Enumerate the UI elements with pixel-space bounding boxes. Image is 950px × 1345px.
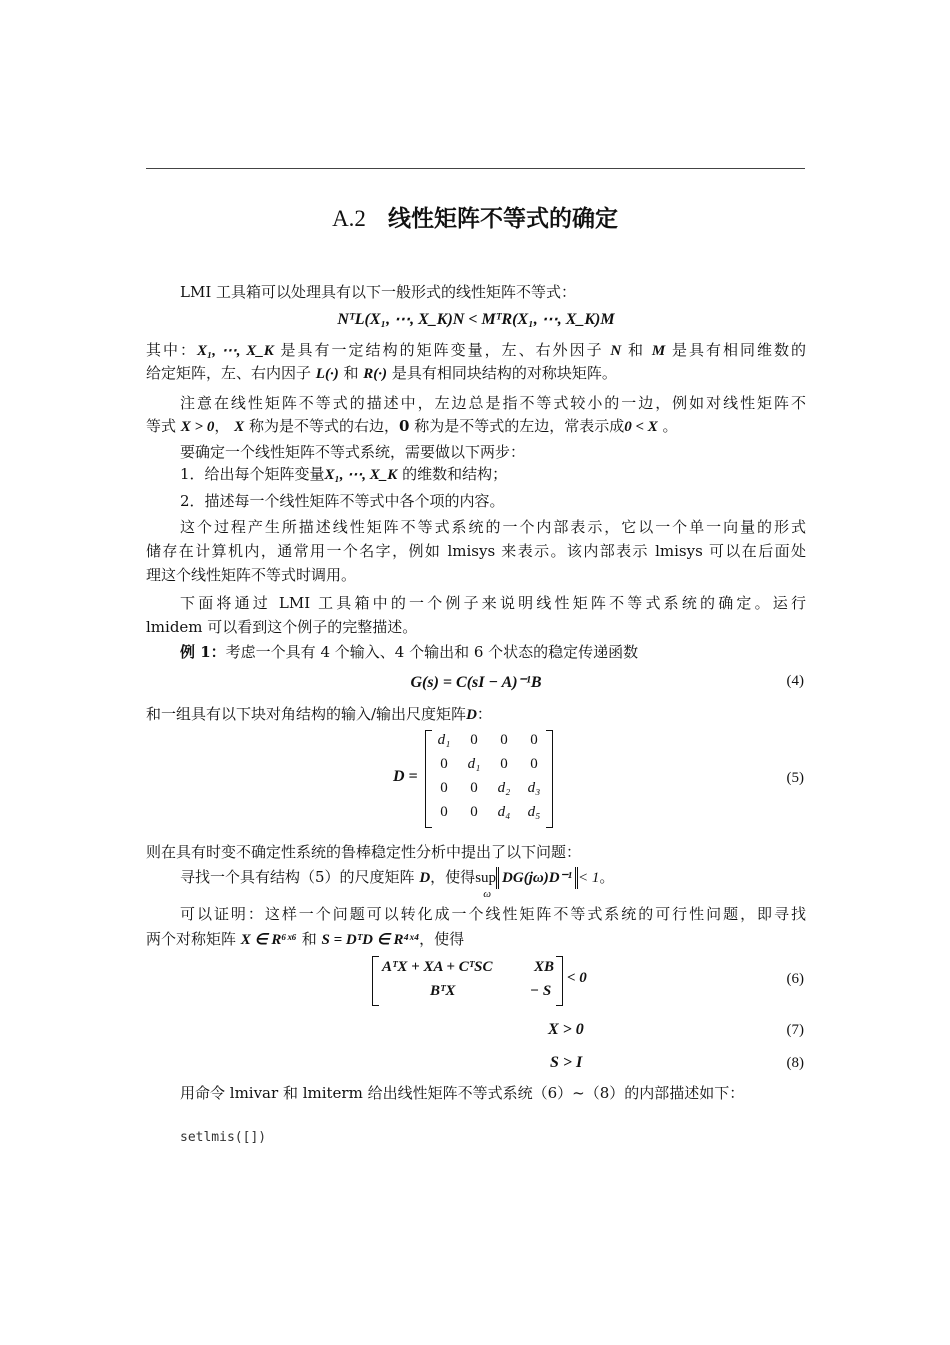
equation-4-number: (4) (786, 673, 804, 689)
norm-expression: DG(jω)D⁻¹ (496, 867, 578, 889)
paragraph-process: 这个过程产生所描述线性矩阵不等式系统的一个内部表示，它以一个单一向量的形式 (180, 518, 806, 536)
section-title (0, 200, 950, 233)
eq6-rhs: < 0 (567, 970, 587, 986)
paragraph-commands: 用命令 lmivar 和 lmiterm 给出线性矩阵不等式系统（6）~（8）的内部描述如下： (180, 1084, 745, 1102)
step-1: 1．给出每个矩阵变量X₁, ⋯, X_K 的维数和结构； (180, 465, 508, 483)
equation-7-number: (7) (786, 1022, 804, 1038)
matrix-6-left-bracket (372, 956, 379, 1006)
example-1: 例 1：考虑一个具有 4 个输入、4 个输出和 6 个状态的稳定传递函数 (180, 643, 639, 661)
equation-7: X > 0 (548, 1021, 584, 1038)
matrix-cell: d₄ (497, 804, 511, 820)
paragraph-example-intro: 下面将通过 LMI 工具箱中的一个例子来说明线性矩阵不等式系统的确定。运行 (180, 594, 806, 612)
code-snippet: setlmis([]) (180, 1130, 267, 1145)
eq6-r1c1: AᵀX + XA + CᵀSC (382, 959, 493, 975)
paragraph-proof: 可以证明：这样一个问题可以转化成一个线性矩阵不等式系统的可行性问题，即寻找 (180, 905, 806, 923)
paragraph-problem: 则在具有时变不确定性系统的鲁棒稳定性分析中提出了以下问题： (146, 843, 582, 861)
eq6-r1c2: XB (534, 959, 555, 975)
paragraph-process-cont1: 储存在计算机内，通常用一个名字，例如 lmisys 来表示。该内部表示 lmisys 可以在后面处 (146, 542, 806, 560)
equation-5-number: (5) (786, 770, 804, 786)
matrix-cell: d₅ (527, 804, 541, 820)
sup-operator: sup ω (475, 870, 497, 900)
equation-8-number: (8) (786, 1055, 804, 1071)
matrix-cell: 0 (530, 756, 538, 772)
matrix-cell: 0 (470, 780, 478, 796)
matrix-cell: 0 (500, 732, 508, 748)
equation-6-number: (6) (786, 971, 804, 987)
matrix-6-right-bracket (556, 956, 563, 1006)
matrix-cell: d₂ (497, 780, 511, 796)
paragraph-proof-cont: 两个对称矩阵 X ∈ R⁶ˣ⁶ 和 S = DᵀD ∈ R⁴ˣ⁴，使得 (146, 930, 465, 948)
paragraph-process-cont2: 理这个线性矩阵不等式时调用。 (146, 566, 357, 584)
equation-4: G(s) = C(sI − A)⁻¹B (410, 674, 542, 691)
matrix-cell: 0 (440, 804, 448, 820)
equation-8: S > I (550, 1054, 583, 1071)
matrix-cell: 0 (470, 732, 478, 748)
matrix-d (425, 730, 553, 828)
paragraph-steps: 要确定一个线性矩阵不等式系统，需要做以下两步： (180, 443, 526, 461)
matrix-cell: 0 (440, 756, 448, 772)
paragraph-note: 注意在线性矩阵不等式的描述中，左边总是指不等式较小的一边，例如对线性矩阵不 (180, 394, 806, 412)
step-2: 2．描述每一个线性矩阵不等式中各个项的内容。 (180, 492, 505, 510)
paragraph-intro: LMI 工具箱可以处理具有以下一般形式的线性矩阵不等式： (180, 283, 577, 301)
equation-general-lmi: NᵀL(X₁, ⋯, X_K)N < MᵀR(X₁, ⋯, X_K)M (337, 311, 615, 328)
paragraph-where: 其中：X₁, ⋯, X_K 是具有一定结构的矩阵变量，左、右外因子 N 和 M 是具有相同维数的 (146, 341, 806, 359)
paragraph-example-intro-cont: lmidem 可以看到这个例子的完整描述。 (146, 618, 418, 636)
matrix-cell: 0 (470, 804, 478, 820)
section-heading: 线性矩阵不等式的确定 (387, 206, 618, 232)
paragraph-find: 寻找一个具有结构（5）的尺度矩阵 D，使得sup ω DG(jω)D⁻¹ < 1。 (180, 868, 615, 900)
paragraph-where-cont: 给定矩阵，左、右内因子 L(·) 和 R(·) 是具有相同块结构的对称块矩阵。 (146, 364, 617, 382)
paragraph-scaling: 和一组具有以下块对角结构的输入/输出尺度矩阵D： (146, 705, 492, 723)
eq6-r2c1: BᵀX (430, 983, 456, 999)
matrix-cell: 0 (440, 780, 448, 796)
matrix-cell: d₁ (467, 756, 481, 772)
matrix-cell: 0 (530, 732, 538, 748)
equation-5-lhs: D = (393, 768, 418, 785)
matrix-cell: d₁ (437, 732, 451, 748)
paragraph-note-cont: 等式 X > 0， X 称为是不等式的右边，0 称为是不等式的左边，常表示成0 < X 。 (146, 417, 678, 435)
header-rule (146, 168, 805, 169)
matrix-lmi-6 (372, 956, 563, 1006)
matrix-cell: 0 (500, 756, 508, 772)
eq6-r2c2: − S (530, 983, 552, 999)
section-number: A.2 (332, 206, 366, 231)
matrix-cell: d₃ (527, 780, 541, 796)
